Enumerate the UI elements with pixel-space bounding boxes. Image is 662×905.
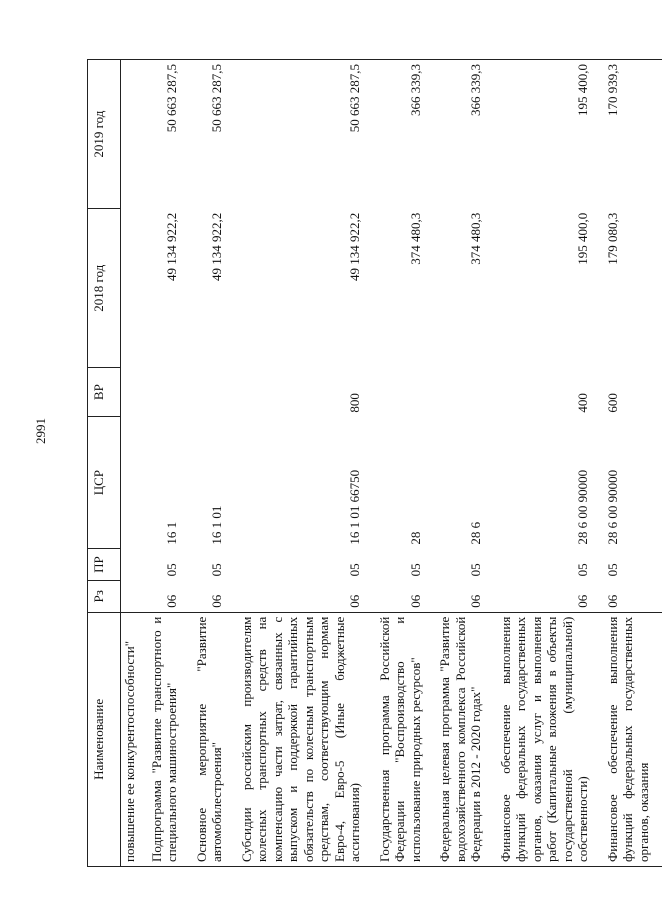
row-csr: 16 1: [164, 521, 179, 545]
table-row: [434, 60, 495, 867]
row-2018: 195 400,0: [575, 212, 590, 265]
row-pr: 05: [468, 563, 483, 577]
row-2019: 50 663 287,5: [146, 60, 191, 209]
row-rz: 06: [209, 594, 224, 608]
row-name: Субсидии российским производителям колесных транспортных средств на компенсацию части затрат, связанных с выпуском и поддержкой гарантийных обязательств по колесным транспортным средствам, соответствующим нормам Евро-4, Евро-5 (Иные бюджетные ассигнования): [236, 612, 374, 866]
row-name: Подпрограмма "Развитие транспортного и специального машиностроения": [146, 612, 191, 866]
row-rz: 06: [407, 594, 423, 608]
row-pr: 05: [407, 563, 423, 577]
row-vr: [374, 368, 435, 417]
row-vr: 600: [604, 393, 620, 413]
row-pr: 05: [604, 563, 620, 577]
header-pr: ПР: [88, 549, 121, 581]
budget-table: [87, 59, 662, 867]
row-2019: 366 339,3: [374, 60, 435, 209]
row-2019: 50 663 287,5: [191, 60, 236, 209]
row-2018: 179 080,3: [604, 212, 620, 265]
row-pr: 05: [575, 563, 590, 577]
row-vr: 800: [347, 393, 362, 413]
row-2019: 170 939,3: [602, 60, 662, 209]
table-row: [146, 60, 191, 867]
row-pr: 05: [164, 563, 179, 577]
row-name: Финансовое обеспечение выполнения функций федеральных государственных органов, оказания услуг и выполнения работ (Капитальные вложения в объекты государственной (муниципальной) собственности): [495, 612, 602, 866]
table-row: [602, 60, 662, 867]
row-csr: 28: [407, 531, 423, 545]
table-row: [236, 60, 374, 867]
row-rz: 06: [468, 594, 483, 608]
header-rz: Рз: [88, 580, 121, 612]
row-2018: 49 134 922,2: [209, 212, 224, 281]
row-2019: 366 339,3: [434, 60, 495, 209]
row-name: Основное мероприятие "Развитие автомобилестроения": [191, 612, 236, 866]
row-csr: 28 6: [468, 521, 483, 545]
row-2018: 49 134 922,2: [164, 212, 179, 281]
table-row: [495, 60, 602, 867]
row-rz: 06: [347, 594, 362, 608]
row-pr: 05: [209, 563, 224, 577]
row-2018: 49 134 922,2: [347, 212, 362, 281]
header-2018: 2018 год: [88, 209, 121, 368]
header-2019: 2019 год: [88, 60, 121, 209]
row-rz: 06: [164, 594, 179, 608]
table-row: [191, 60, 236, 867]
row-2018: 374 480,3: [407, 212, 423, 265]
header-name: Наименование: [88, 612, 121, 866]
header-csr: ЦСР: [88, 417, 121, 549]
table-header: [88, 60, 121, 867]
row-name: Государственная программа Российской Федерации "Воспроизводство и использование природных ресурсов": [374, 612, 435, 866]
row-csr: 16 1 01 66750: [347, 469, 362, 545]
rotated-page: [87, 59, 651, 867]
row-pr: 05: [347, 563, 362, 577]
row-rz: 06: [604, 594, 620, 608]
row-rz: 06: [575, 594, 590, 608]
row-2019: 50 663 287,5: [236, 60, 374, 209]
row-name: Федеральная целевая программа "Развитие водохозяйственного комплекса Российской Федерации в 2012 - 2020 годах": [434, 612, 495, 866]
row-2018: 374 480,3: [468, 212, 483, 265]
row-vr: 400: [575, 393, 590, 413]
table-row-continued: [121, 60, 146, 867]
row-csr: 28 6 00 90000: [604, 469, 620, 545]
page-number: 2991: [33, 418, 48, 444]
row-csr: 28 6 00 90000: [575, 469, 590, 545]
row-vr: [191, 368, 236, 417]
header-vr: ВР: [88, 368, 121, 417]
row-name: Финансовое обеспечение выполнения функций федеральных государственных органов, оказания: [602, 612, 662, 866]
row-vr: [434, 368, 495, 417]
row-vr: [146, 368, 191, 417]
row-2019: 195 400,0: [495, 60, 602, 209]
row-csr: 16 1 01: [209, 505, 224, 545]
table-row: [374, 60, 435, 867]
continued-text: повышение ее конкурентоспособности": [121, 612, 146, 866]
